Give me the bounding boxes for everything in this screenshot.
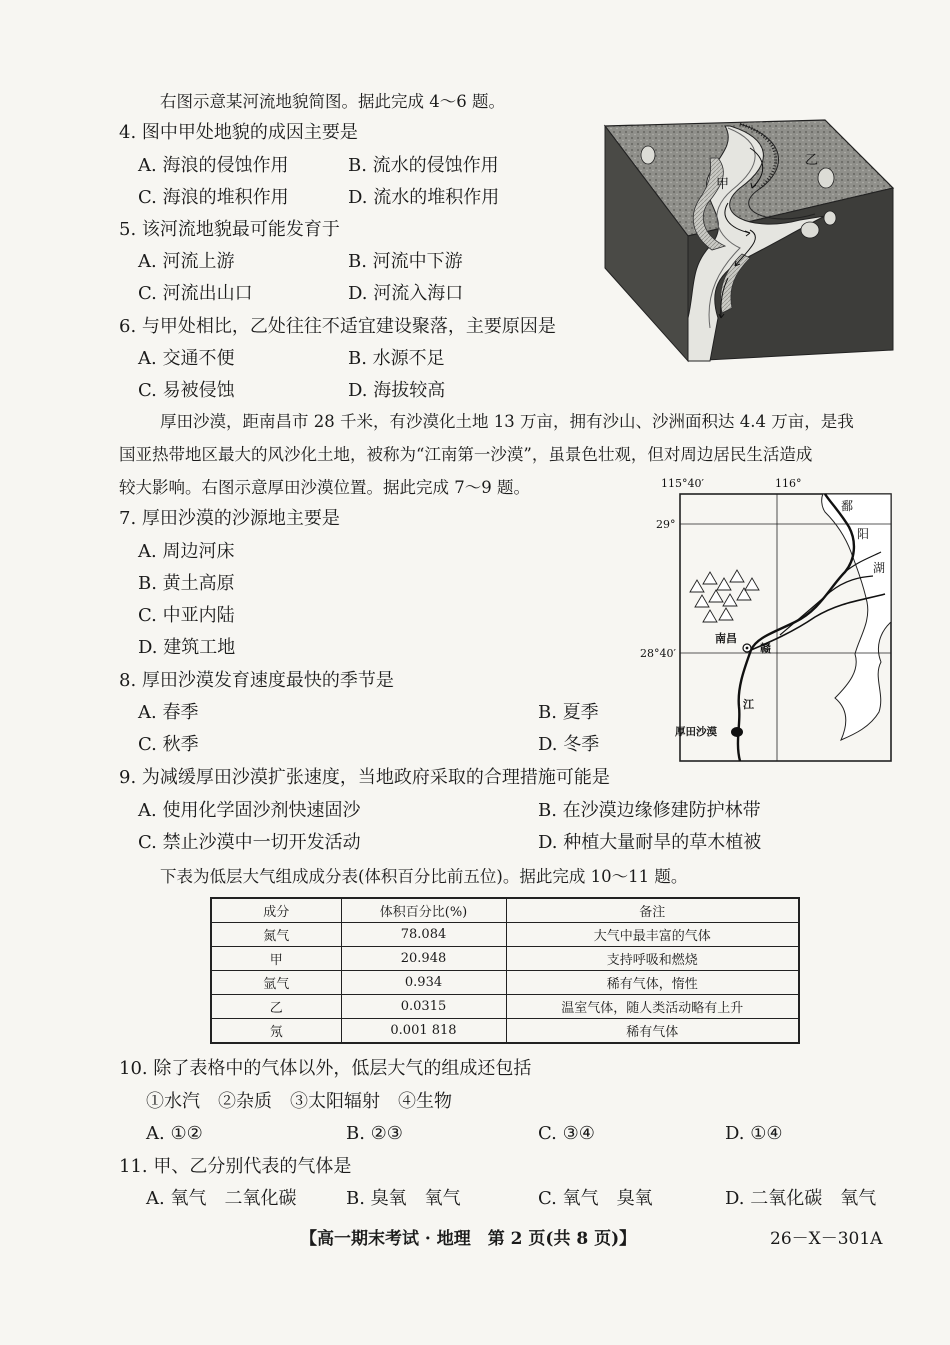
option: C. 海浪的堆积作用 xyxy=(138,187,289,208)
table-row xyxy=(211,995,799,1019)
option: B. 黄土高原 xyxy=(138,573,235,594)
question-items: ①水汽 ②杂质 ③太阳辐射 ④生物 xyxy=(146,1091,452,1112)
table-header: 备注 xyxy=(506,898,799,923)
option: A. ①② xyxy=(146,1123,203,1144)
table-cell: 0.0315 xyxy=(341,995,506,1019)
table-cell: 乙 xyxy=(211,995,341,1019)
table-row xyxy=(211,971,799,995)
intro-q10-11: 下表为低层大气组成成分表(体积百分比前五位)。据此完成 10～11 题。 xyxy=(160,867,688,886)
table-row xyxy=(211,923,799,947)
table-cell: 甲 xyxy=(211,947,341,971)
option: B. 水源不足 xyxy=(348,348,445,369)
table-row xyxy=(211,1019,799,1044)
option: A. 河流上游 xyxy=(138,251,235,272)
table-cell: 温室气体，随人类活动略有上升 xyxy=(506,995,799,1019)
option: D. 河流入海口 xyxy=(348,283,464,304)
lake-label: 鄱 xyxy=(841,499,854,513)
table-cell: 0.934 xyxy=(341,971,506,995)
option: A. 氧气 二氧化碳 xyxy=(146,1188,297,1209)
option: B. 河流中下游 xyxy=(348,251,463,272)
option: C. ③④ xyxy=(538,1123,595,1144)
question-stem: 5. 该河流地貌最可能发育于 xyxy=(119,219,340,240)
atmosphere-composition-table xyxy=(210,897,800,1044)
label-yi: 乙 xyxy=(805,153,819,168)
option: A. 春季 xyxy=(138,702,199,723)
option: D. 种植大量耐旱的草木植被 xyxy=(538,832,762,853)
question-stem: 4. 图中甲处地貌的成因主要是 xyxy=(119,122,358,143)
option: C. 中亚内陆 xyxy=(138,605,235,626)
option: C. 禁止沙漠中一切开发活动 xyxy=(138,832,361,853)
lat-label: 28°40′ xyxy=(640,647,676,660)
table-cell: 78.084 xyxy=(341,923,506,947)
question-stem: 7. 厚田沙漠的沙源地主要是 xyxy=(119,508,340,529)
option: B. 臭氧 氧气 xyxy=(346,1188,461,1209)
label-jia: 甲 xyxy=(716,177,730,192)
table-cell: 稀有气体，惰性 xyxy=(506,971,799,995)
table-cell: 0.001 818 xyxy=(341,1019,506,1044)
option: B. 在沙漠边缘修建防护林带 xyxy=(538,800,761,821)
option: D. 流水的堆积作用 xyxy=(348,187,500,208)
option: B. 流水的侵蚀作用 xyxy=(348,155,499,176)
option: A. 周边河床 xyxy=(138,541,235,562)
option: C. 氧气 臭氧 xyxy=(538,1188,653,1209)
option: A. 海浪的侵蚀作用 xyxy=(138,155,289,176)
option: B. 夏季 xyxy=(538,702,599,723)
river-label: 江 xyxy=(743,698,754,711)
lon-label: 116° xyxy=(775,477,802,490)
intro-q7-9-line2: 国亚热带地区最大的风沙化土地，被称为“江南第一沙漠”，虽景色壮观，但对周边居民生活造成 xyxy=(119,445,813,464)
desert-label: 厚田沙漠 xyxy=(675,726,717,738)
option: B. ②③ xyxy=(346,1123,403,1144)
option: D. 冬季 xyxy=(538,734,600,755)
option: C. 河流出山口 xyxy=(138,283,253,304)
lat-label: 29° xyxy=(656,518,676,531)
question-stem: 8. 厚田沙漠发育速度最快的季节是 xyxy=(119,670,394,691)
river-label: 赣 xyxy=(760,642,771,655)
option: D. 二氧化碳 氧气 xyxy=(725,1188,877,1209)
page-footer: 【高一期末考试 · 地理 第 2 页(共 8 页)】 xyxy=(300,1229,637,1249)
table-header: 成分 xyxy=(211,898,341,923)
option: C. 秋季 xyxy=(138,734,199,755)
option: A. 使用化学固沙剂快速固沙 xyxy=(138,800,361,821)
intro-q7-9-line1: 厚田沙漠，距南昌市 28 千米，有沙漠化土地 13 万亩，拥有沙山、沙洲面积达 4.4 万亩，是我 xyxy=(160,412,854,431)
option: C. 易被侵蚀 xyxy=(138,380,235,401)
question-stem: 9. 为减缓厚田沙漠扩张速度，当地政府采取的合理措施可能是 xyxy=(119,767,610,788)
table-cell: 稀有气体 xyxy=(506,1019,799,1044)
table-cell: 大气中最丰富的气体 xyxy=(506,923,799,947)
table-cell: 20.948 xyxy=(341,947,506,971)
table-header: 体积百分比(%) xyxy=(341,898,506,923)
houtian-desert-map xyxy=(635,472,895,764)
city-label: 南昌 xyxy=(715,632,737,645)
table-cell: 氖 xyxy=(211,1019,341,1044)
table-header-row xyxy=(211,898,799,923)
river-landform-figure xyxy=(600,118,895,363)
table-cell: 支持呼吸和燃烧 xyxy=(506,947,799,971)
table-cell: 氩气 xyxy=(211,971,341,995)
table-row xyxy=(211,947,799,971)
option: D. ①④ xyxy=(725,1123,783,1144)
table-cell: 氮气 xyxy=(211,923,341,947)
question-stem: 11. 甲、乙分别代表的气体是 xyxy=(119,1156,352,1177)
question-stem: 10. 除了表格中的气体以外，低层大气的组成还包括 xyxy=(119,1058,532,1079)
option: D. 海拔较高 xyxy=(348,380,446,401)
option: A. 交通不便 xyxy=(138,348,235,369)
question-stem: 6. 与甲处相比，乙处往往不适宜建设聚落，主要原因是 xyxy=(119,316,556,337)
lon-label: 115°40′ xyxy=(661,477,704,490)
lake-label: 阳 xyxy=(857,527,870,541)
intro-q7-9-line3: 较大影响。右图示意厚田沙漠位置。据此完成 7～9 题。 xyxy=(119,478,530,497)
intro-q4-6: 右图示意某河流地貌简图。据此完成 4～6 题。 xyxy=(160,92,505,111)
lake-label: 湖 xyxy=(873,561,886,575)
option: D. 建筑工地 xyxy=(138,637,236,658)
exam-code: 26－X－301A xyxy=(770,1229,883,1249)
